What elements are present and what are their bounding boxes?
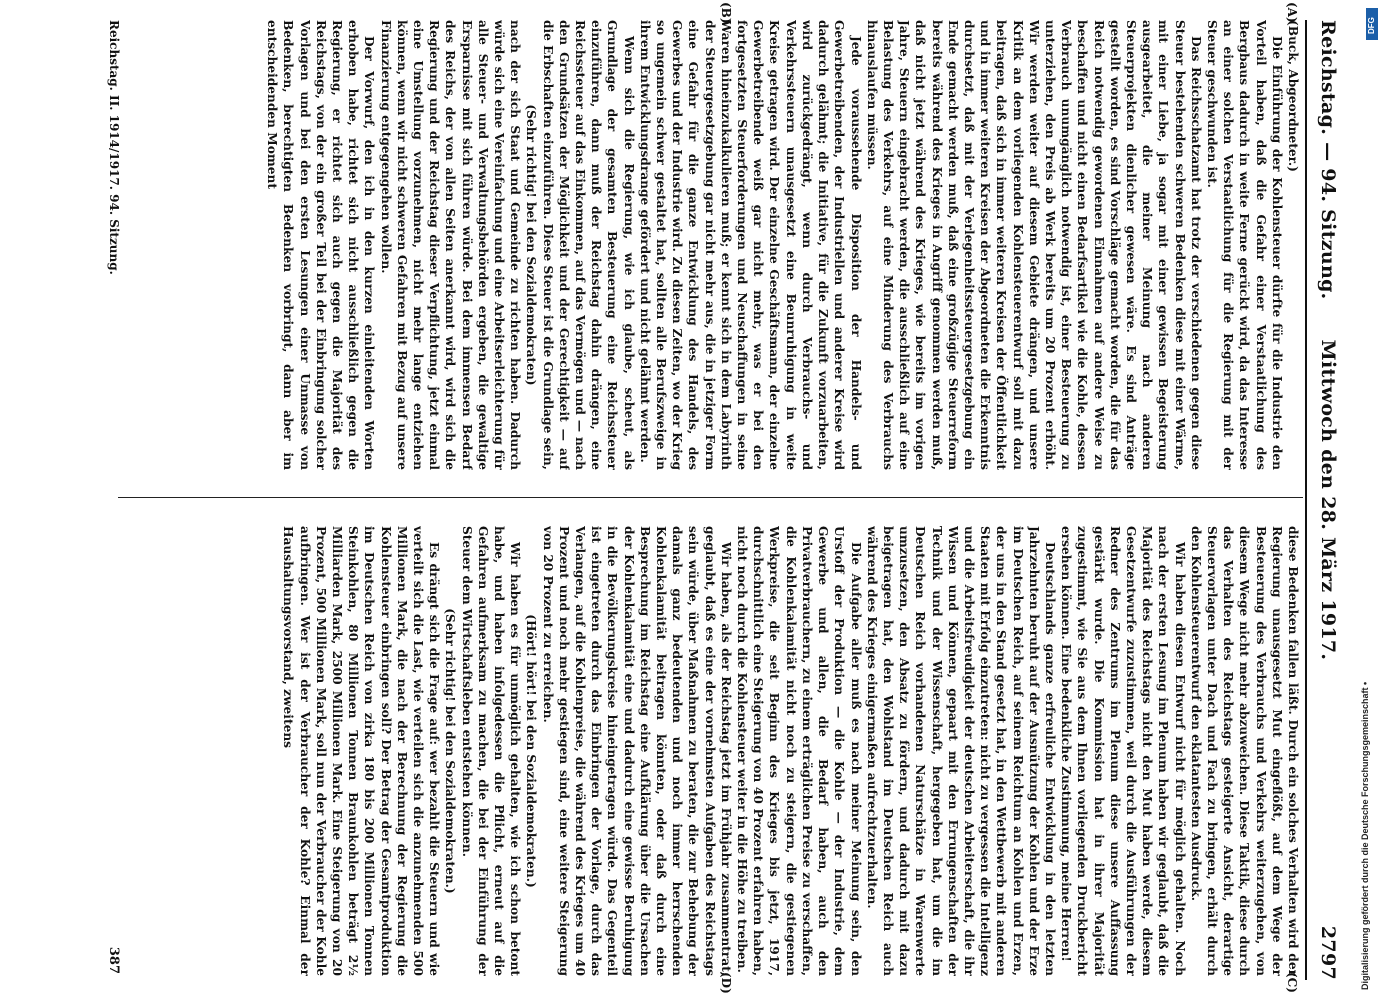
interjection: (Hört! hört! bei den Sozialdemokraten.) [524, 614, 539, 888]
margin-marker-d: (D) [719, 972, 733, 994]
page-footer: Reichstag. II. 1914/1917. 94. Sitzung. [107, 20, 121, 275]
left-text-column [121, 20, 1301, 470]
paragraph: diese Bedenken fallen läßt. Durch ein solches Verhalten wird der Regierung unausgesetzt Mut eingeflößt, auf dem Wege der Besteuerung des Verbrauchs und Verkehrs weiterzugehen, von diesem Wege nicht mehr abzuweichen. Diese Taktik, diese durch das Verhalten des Reichstags gesteigerte Ansicht, derartige Steuervorlagen unter Dach und Fach zu bringen, erhält durch den Kohlensteuerentwurf den eklatantesten Ausdruck. [1188, 526, 1300, 976]
margin-marker-c: (C) [1285, 972, 1299, 993]
paragraph: Die Einführung der Kohlensteuer dürfte für die Industrie den Vorteil haben, daß die Gefahr einer Verstaatlichung des Bergbaus dadurch in weite Ferne gerückt wird, da das Interesse an einer solchen Verstaatlichung für die Regierung mit der Steuer geschwunden ist. [1204, 20, 1284, 470]
header-rule [1305, 20, 1307, 980]
paragraph: Der Vorwurf, den ich in den kurzen einleitenden Worten erhoben habe, richtet sich nicht ausschließlich gegen die Regierung, er richtet sich auch gegen die Majorität des Reichstags, von der ein großer Teil bei der Einbringung solcher Vorlagen und bei den ersten Lesungen einer Unmasse von Bedenken, berechtigten Bedenken vorbringt, dann aber im entscheidenden Moment [265, 20, 377, 470]
paragraph: Wir haben diesen Entwurf nicht für möglich gehalten. Noch nach der ersten Lesung im Plenum haben wir geglaubt, daß die Majorität des Reichstags nicht den Mut haben werde, diesem Gesetzentwurfe zuzustimmen, weil durch die Ausführungen der Redner des Zentrums im Plenum diese unsere Auffassung gestärkt wurde. Die Kommission hat in ihrer Majorität zugestimmt, wie Sie aus dem Ihnen vorliegenden Druckbericht ersehen können. Eine bedenkliche Zustimmung, meine Herren! [1059, 526, 1187, 976]
page-header [1309, 20, 1345, 980]
header-date: Mittwoch den 28. März 1917. [1317, 339, 1339, 661]
paragraph: Wir haben es für unmöglich gehalten, wie ich schon betont habe, und haben infolgedessen die Pflicht, erneut auf die Gefahren aufmerksam zu machen, die bei der Einführung der Steuer dem Wirtschaftsleben entstehen können. [459, 526, 523, 976]
paragraph: Es drängt sich die Frage auf: wer bezahlt die Steuern und wie verteilt sich die Last, wie verteilen sich die anzunehmenden 500 Millionen Mark, die nach der Berechnung der Regierung die Kohlensteuer einbringen soll? Der Betrag der Gesamtproduktion im Deutschen Reich von zirka 180 bis 200 Millionen Tonnen Steinkohlen, 80 Millionen Tonnen Braunkohlen beträgt 2½ Milliarden Mark, 2500 Millionen Mark. Eine Steigerung von 20 Prozent, 500 Millionen Mark, soll nun der Verbraucher der Kohle aufbringen. Wer ist der Verbraucher der Kohle? Einmal der Haushaltungsvorstand, zweitens [281, 526, 442, 976]
paragraph: Die Aufgabe aller muß es nach meiner Meinung sein, den Urstoff der Produktion — die Kohle — der Industrie, dem Gewerbe und allen, die Bedarf haben, auch den Privatverbrauchern, zu einem erträglichen Preise zu verschaffen, die Kohlenkalamität nicht noch zu steigern, die gestiegenen Werkpreise, die seit Beginn des Krieges bis jetzt, 1917, durchschnittlich eine Steigerung von 40 Prozent erfahren haben, nicht noch durch die Kohlensteuer weiter in die Höhe zu treiben. [735, 526, 863, 976]
header-session: Reichstag. — 94. Sitzung. [1317, 20, 1339, 300]
column-separator [118, 497, 1303, 498]
margin-marker-a: (A) [1285, 2, 1299, 23]
speaker-label: (Buck, Abgeordneter.) [1286, 20, 1300, 172]
dfg-logo-text: DFG [1367, 17, 1376, 34]
dfg-logo [1366, 8, 1378, 40]
margin-marker-b: (B) [719, 2, 733, 24]
digitization-attribution: Digitalisierung gefördert durch die Deutsche Forschungsgemeinschaft • [1360, 681, 1370, 990]
interjection: (Sehr richtig! bei den Sozialdemokraten.) [443, 608, 458, 894]
right-text-column [121, 526, 1301, 976]
interjection: (Sehr richtig! bei den Sozialdemokraten) [524, 104, 539, 386]
paragraph: Wenn sich die Regierung, wie ich glaube, scheut, als Grundlage der gesamten Besteuerung eine Reichssteuer einzuführen, dann muß der Reichstag dahin drängen, eine Reichssteuer auf das Einkommen, auf das Vermögen und — nach den Grundsätzen der Möglichkeit und der Gerechtigkeit — auf die Erbschaften einzuführen. Diese Steuer ist die Grundlage sein, [540, 20, 636, 470]
paragraph: Das Reichsschatzamt hat trotz der verschiedenen gegen diese Steuer bestehenden schweren Bedenken diese mit einer Wärme, mit einer Liebe, ja sogar mit einer gewissen Begeisterung ausgearbeitet, die meiner Meinung nach anderen Steuerprojekten dienlicher gewesen wäre. Es sind Anträge gestellt worden, es sind Vorschläge gemacht worden, die für das Reich notwendig gewordenen Einnahmen auf andere Weise zu beschaffen und nicht einen Bedarfsartikel wie die Kohle, dessen Verbrauch unumgänglich notwendig ist, einer Besteuerung zu unterziehen, den Preis ab Werk bereits um 20 Prozent erhöht. Wir werden weiter auf diesem Gebiete drängen, und unsere Kritik an dem vorliegenden Kohlensteuerentwurf soll mit dazu beitragen, daß sich in immer weiteren Kreisen der Öffentlichkeit und in immer weiteren Kreisen der Abgeordneten die Erkenntnis durchsetzt, daß mit der Verlegenheitssteuergesetzgebung ein Ende gemacht werden muß, daß eine großzügige Steuerreform bereits während des Krieges in Angriff genommen werden muß, daß nicht jetzt während des Krieges, wie bereits im vorigen Jahre, Steuern eingebracht werden, die ausschließlich auf eine Belastung des Verkehrs, auf eine Minderung des Verbrauchs hinauslaufen müssen. [864, 20, 1203, 470]
signature-number: 387 [106, 946, 121, 974]
paragraph: nach der sich Staat und Gemeinde zu richten haben. Dadurch würde sich eine Vereinfachung und eine Arbeitserleichterung für alle Steuer- und Verwaltungsbehörden ergeben, die gewaltige Ersparnisse mit sich führen würde. Bei dem immensen Bedarf des Reichs, der von allen Seiten anerkannt wird, wird sich die Regierung und der Reichstag dieser Verpflichtung, jetzt einmal eine Umstellung vorzunehmen, nicht mehr lange entziehen können, wenn wir nicht schweren Gefahren mit Bezug auf unsere Finanzierung entgegengehen wollen. [378, 20, 523, 470]
paragraph: Wir haben, als der Reichstag jetzt im Frühjahr zusammentrat, geglaubt, daß es eine der vornehmsten Aufgaben des Reichstags sein würde, über Maßnahmen zu beraten, die zur Behebung der damals ganz bedeutenden und noch immer herrschenden Kohlenkalamität beitragen könnten, oder daß durch eine Besprechung im Reichstag eine Aufklärung über die Ursachen der Kohlenkalamität eine und dadurch eine gewisse Beruhigung in die Bevölkerungskreise hineingetragen würde. Das Gegenteil ist eingetreten durch das Einbringen der Vorlage, durch das Verlangen, auf die Kohlenpreise, die während des Krieges um 40 Prozent und noch mehr gestiegen sind, eine weitere Steigerung von 20 Prozent zu erreichen. [540, 526, 733, 976]
paragraph: Jede voraussehende Disposition der Handels- und Gewerbetreibenden, der Industriellen und anderer Kreise wird dadurch gelähmt; die Initiative, für die Zukunft vorzuarbeiten, wird zurückgedrängt, wenn durch Verbrauchs- und Verkehrssteuern unausgesetzt eine Beunruhigung in weite Kreise getragen wird. Der einzelne Geschäftsmann, der einzelne Gewerbetreibende weiß gar nicht mehr, was er bei den fortgesetzten Steuerforderungen und Neuschaffungen in seine Waren hineinzukalkulieren muß; er kennt sich in dem Labyrinth der Steuergesetzgebung gar nicht mehr aus, die in jetziger Form eine Gefahr für die ganze Entwicklung des Handels, des Gewerbes und der Industrie wird. Zu diesen Zeiten, wo der Krieg so ungemein schwer gestaltet hat, sollten alle Berufszweige in ihrem Entwicklungsdrange gefördert und nicht gelähmt werden. [637, 20, 863, 470]
paragraph: Deutschlands ganze erfreuliche Entwicklung in den letzten Jahrzehnten beruht auf der Ausnützung der Kohlen und der Erze im Deutschen Reich, auf seinem Reichtum an Kohlen und Erzen, der uns in den Stand gesetzt hat, in den Wettbewerb mit anderen Staaten mit Erfolg einzutreten: nicht zu vergessen die Intelligenz und die Arbeitsfreudigkeit der deutschen Arbeiterschaft, die ihr Wissen und Können, gepaart mit den Errungenschaften der Technik und der Wissenschaft, hergegeben hat, um die im Deutschen Reich vorhandenen Naturschätze in Warenwerte umzusetzen, den Absatz zu fördern, und dadurch mit dazu beigetragen hat, den Wohlstand im Deutschen Reich auch während des Krieges einigermaßen aufrechtzuerhalten. [864, 526, 1057, 976]
header-page-number: 2797 [1317, 925, 1339, 980]
